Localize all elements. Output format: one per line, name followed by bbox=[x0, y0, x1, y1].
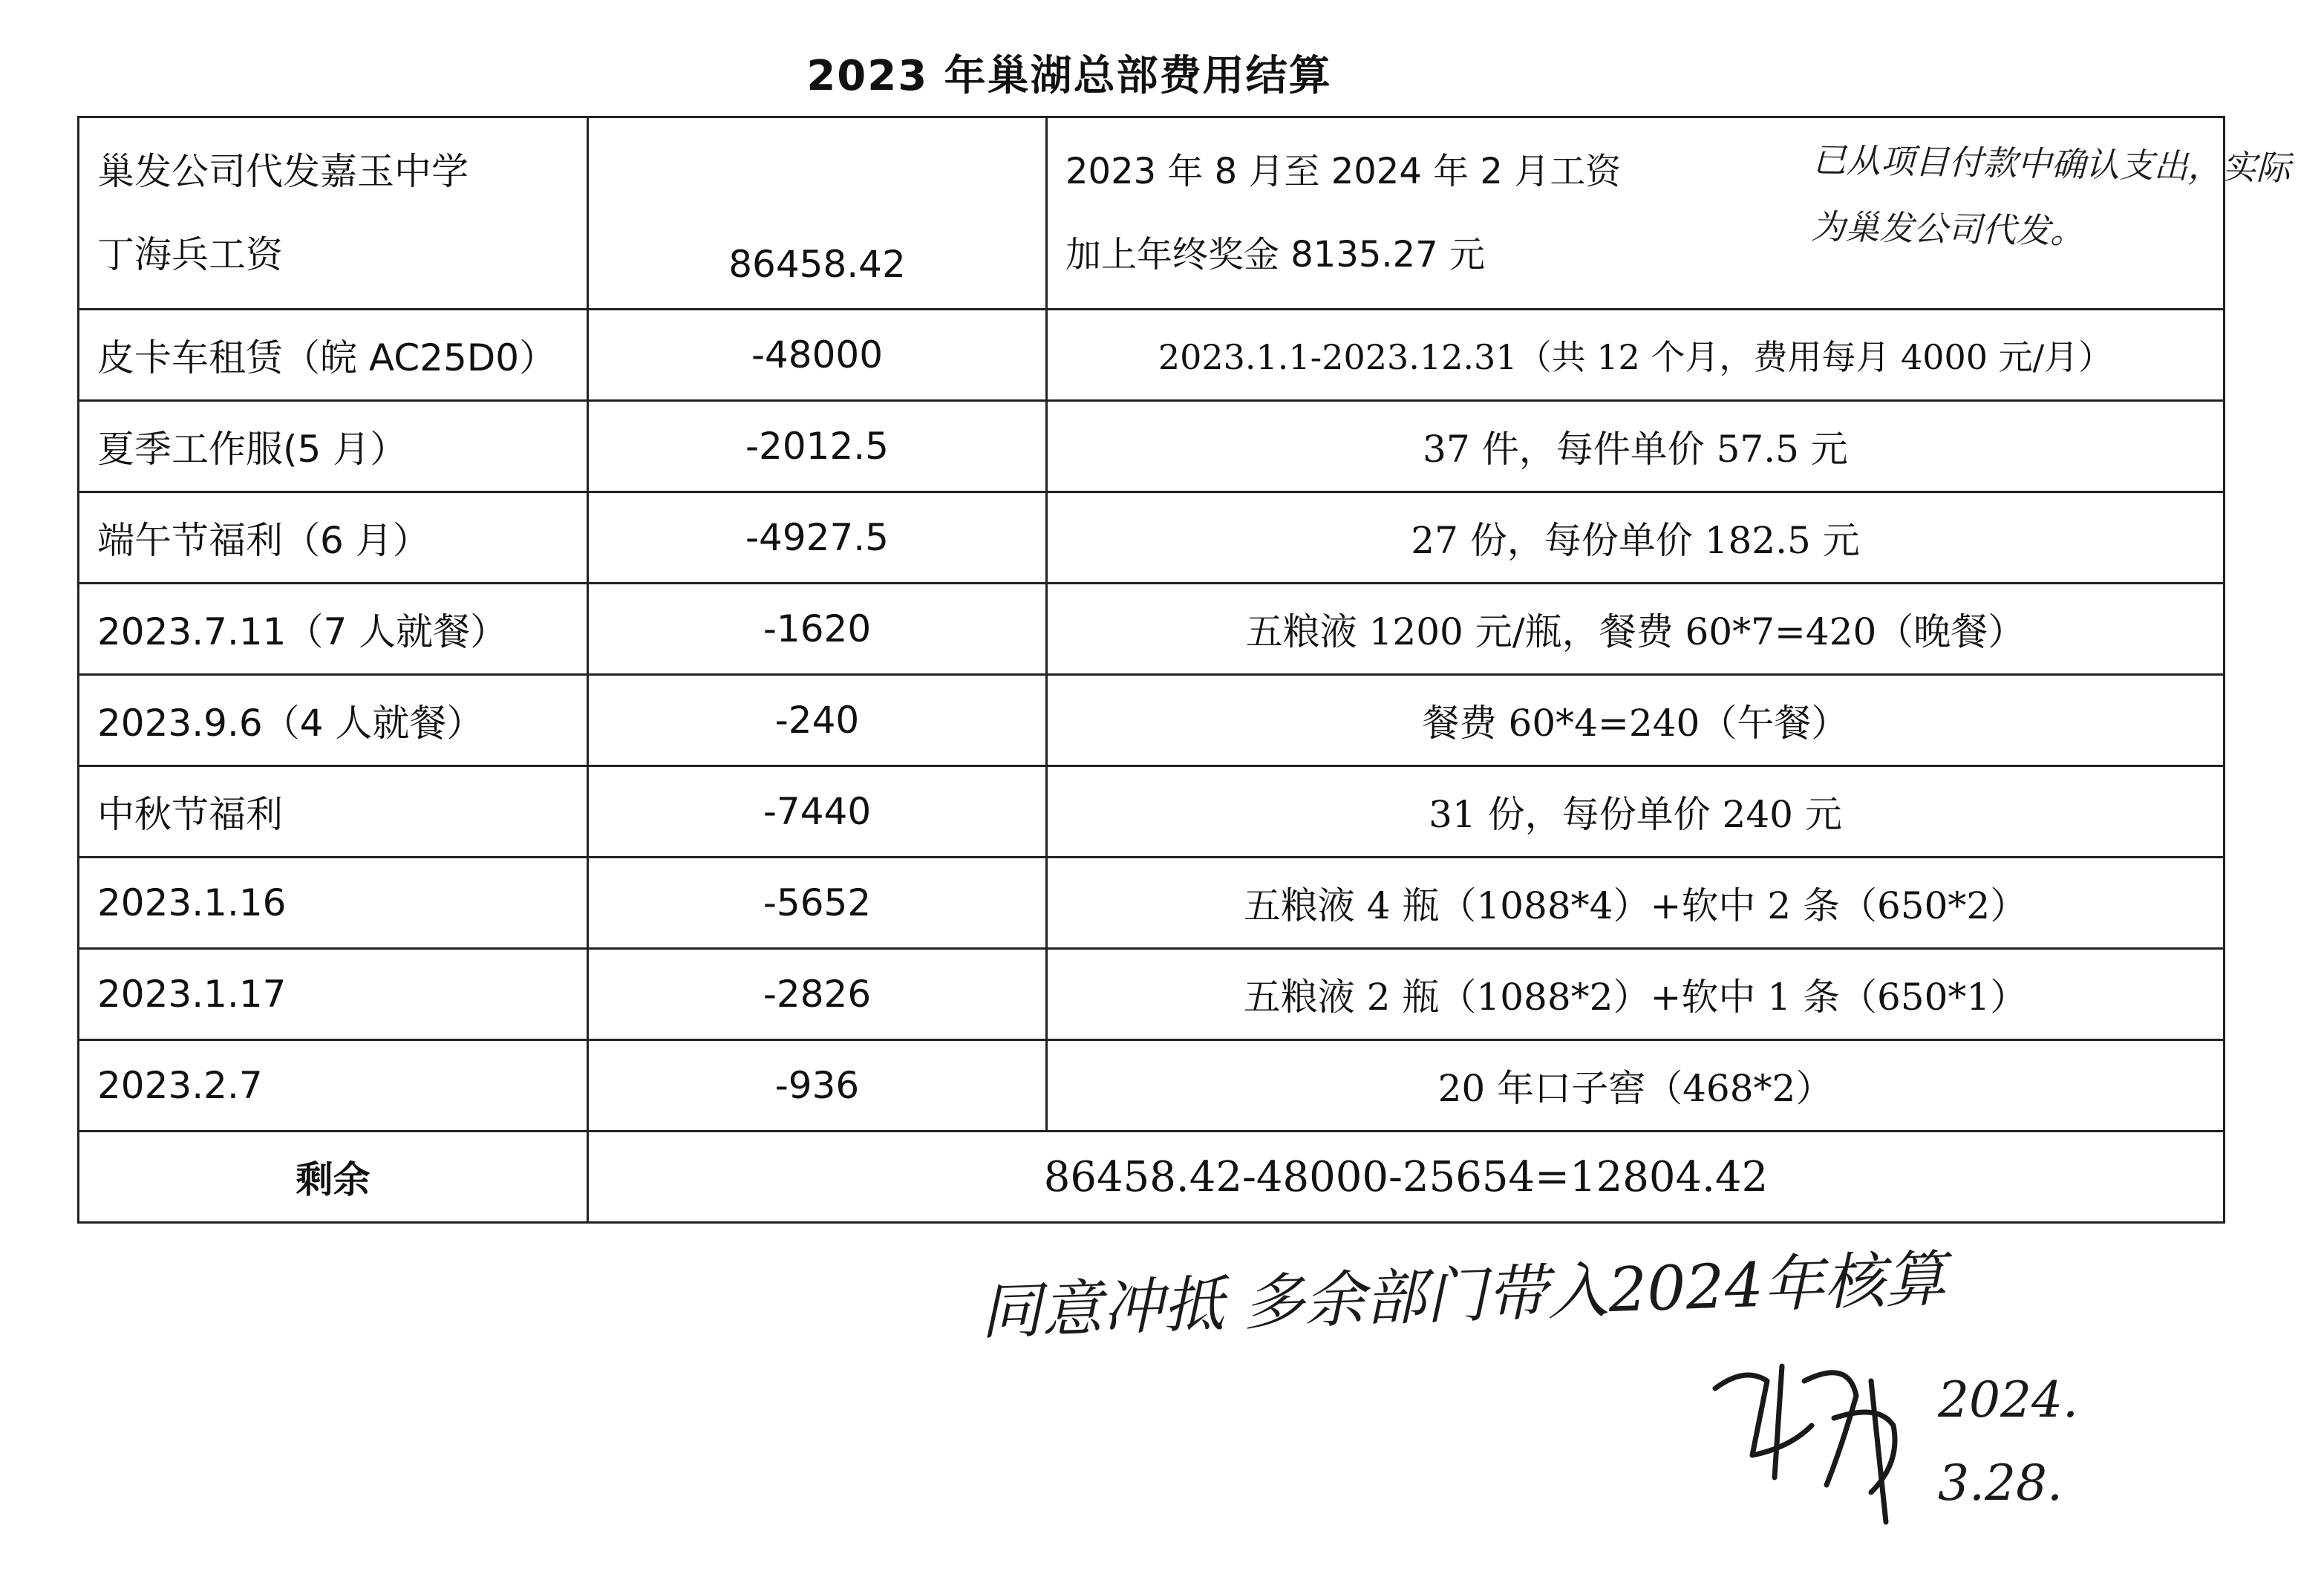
item-line1: 巢发公司代发嘉玉中学 bbox=[97, 150, 469, 193]
amount-cell: -936 bbox=[588, 1040, 1047, 1132]
expense-table bbox=[77, 116, 2225, 1224]
note-cell: 五粮液 2 瓶（1088*2）+软中 1 条（650*1） bbox=[1047, 949, 2225, 1040]
amount-cell: -48000 bbox=[588, 310, 1047, 401]
date-line1: 2024. bbox=[1938, 1371, 2078, 1429]
page-title: 2023 年巢湖总部费用结算 bbox=[806, 52, 1332, 100]
table-row bbox=[79, 401, 2225, 492]
handwritten-margin-note: 已从项目付款中确认支出，实际为巢发公司代发。 bbox=[1810, 140, 2291, 252]
amount-cell: -2826 bbox=[588, 949, 1047, 1040]
amount-cell: 86458.42 bbox=[588, 117, 1047, 310]
note-line2: 加上年终奖金 8135.27 元 bbox=[1065, 234, 1486, 275]
item-cell: 2023.9.6（4 人就餐） bbox=[79, 675, 588, 766]
amount-cell: -7440 bbox=[588, 766, 1047, 858]
amount-cell: -5652 bbox=[588, 858, 1047, 949]
item-cell: 2023.7.11（7 人就餐） bbox=[79, 584, 588, 675]
note-cell: 27 份，每份单价 182.5 元 bbox=[1047, 492, 2225, 584]
table-row bbox=[79, 584, 2225, 675]
note-cell: 五粮液 4 瓶（1088*4）+软中 2 条（650*2） bbox=[1047, 858, 2225, 949]
note-cell: 37 件，每件单价 57.5 元 bbox=[1047, 401, 2225, 492]
amount-cell: -1620 bbox=[588, 584, 1047, 675]
table-row bbox=[79, 766, 2225, 858]
table-row bbox=[79, 492, 2225, 584]
total-formula: 86458.42-48000-25654=12804.42 bbox=[588, 1132, 2225, 1223]
note-line1: 2023 年 8 月至 2024 年 2 月工资 bbox=[1065, 151, 1622, 192]
handwritten-date bbox=[1938, 1359, 2116, 1525]
item-cell: 中秋节福利 bbox=[79, 766, 588, 858]
item-cell bbox=[79, 117, 588, 310]
item-cell: 皮卡车租赁（皖 AC25D0） bbox=[79, 310, 588, 401]
item-line2: 丁海兵工资 bbox=[97, 233, 283, 276]
handwritten-approval: 同意冲抵 多余部门带入2024年核算 bbox=[979, 1244, 1948, 1348]
note-cell: 20 年口子窖（468*2） bbox=[1047, 1040, 2225, 1132]
table-row bbox=[79, 675, 2225, 766]
signature-mark bbox=[1700, 1336, 1938, 1529]
total-row bbox=[79, 1132, 2225, 1223]
item-cell: 夏季工作服(5 月） bbox=[79, 401, 588, 492]
note-cell: 2023.1.1-2023.12.31（共 12 个月，费用每月 4000 元/月） bbox=[1047, 310, 2225, 401]
total-label: 剩余 bbox=[79, 1132, 588, 1223]
amount-cell: -240 bbox=[588, 675, 1047, 766]
table-row bbox=[79, 949, 2225, 1040]
date-line2: 3.28. bbox=[1938, 1454, 2063, 1512]
item-cell: 端午节福利（6 月） bbox=[79, 492, 588, 584]
amount-cell: -4927.5 bbox=[588, 492, 1047, 584]
item-cell: 2023.1.17 bbox=[79, 949, 588, 1040]
item-cell: 2023.1.16 bbox=[79, 858, 588, 949]
item-cell: 2023.2.7 bbox=[79, 1040, 588, 1132]
table-row bbox=[79, 1040, 2225, 1132]
table-row bbox=[79, 858, 2225, 949]
table-row bbox=[79, 310, 2225, 401]
note-cell: 五粮液 1200 元/瓶，餐费 60*7=420（晚餐） bbox=[1047, 584, 2225, 675]
note-cell: 31 份，每份单价 240 元 bbox=[1047, 766, 2225, 858]
note-cell: 餐费 60*4=240（午餐） bbox=[1047, 675, 2225, 766]
amount-cell: -2012.5 bbox=[588, 401, 1047, 492]
